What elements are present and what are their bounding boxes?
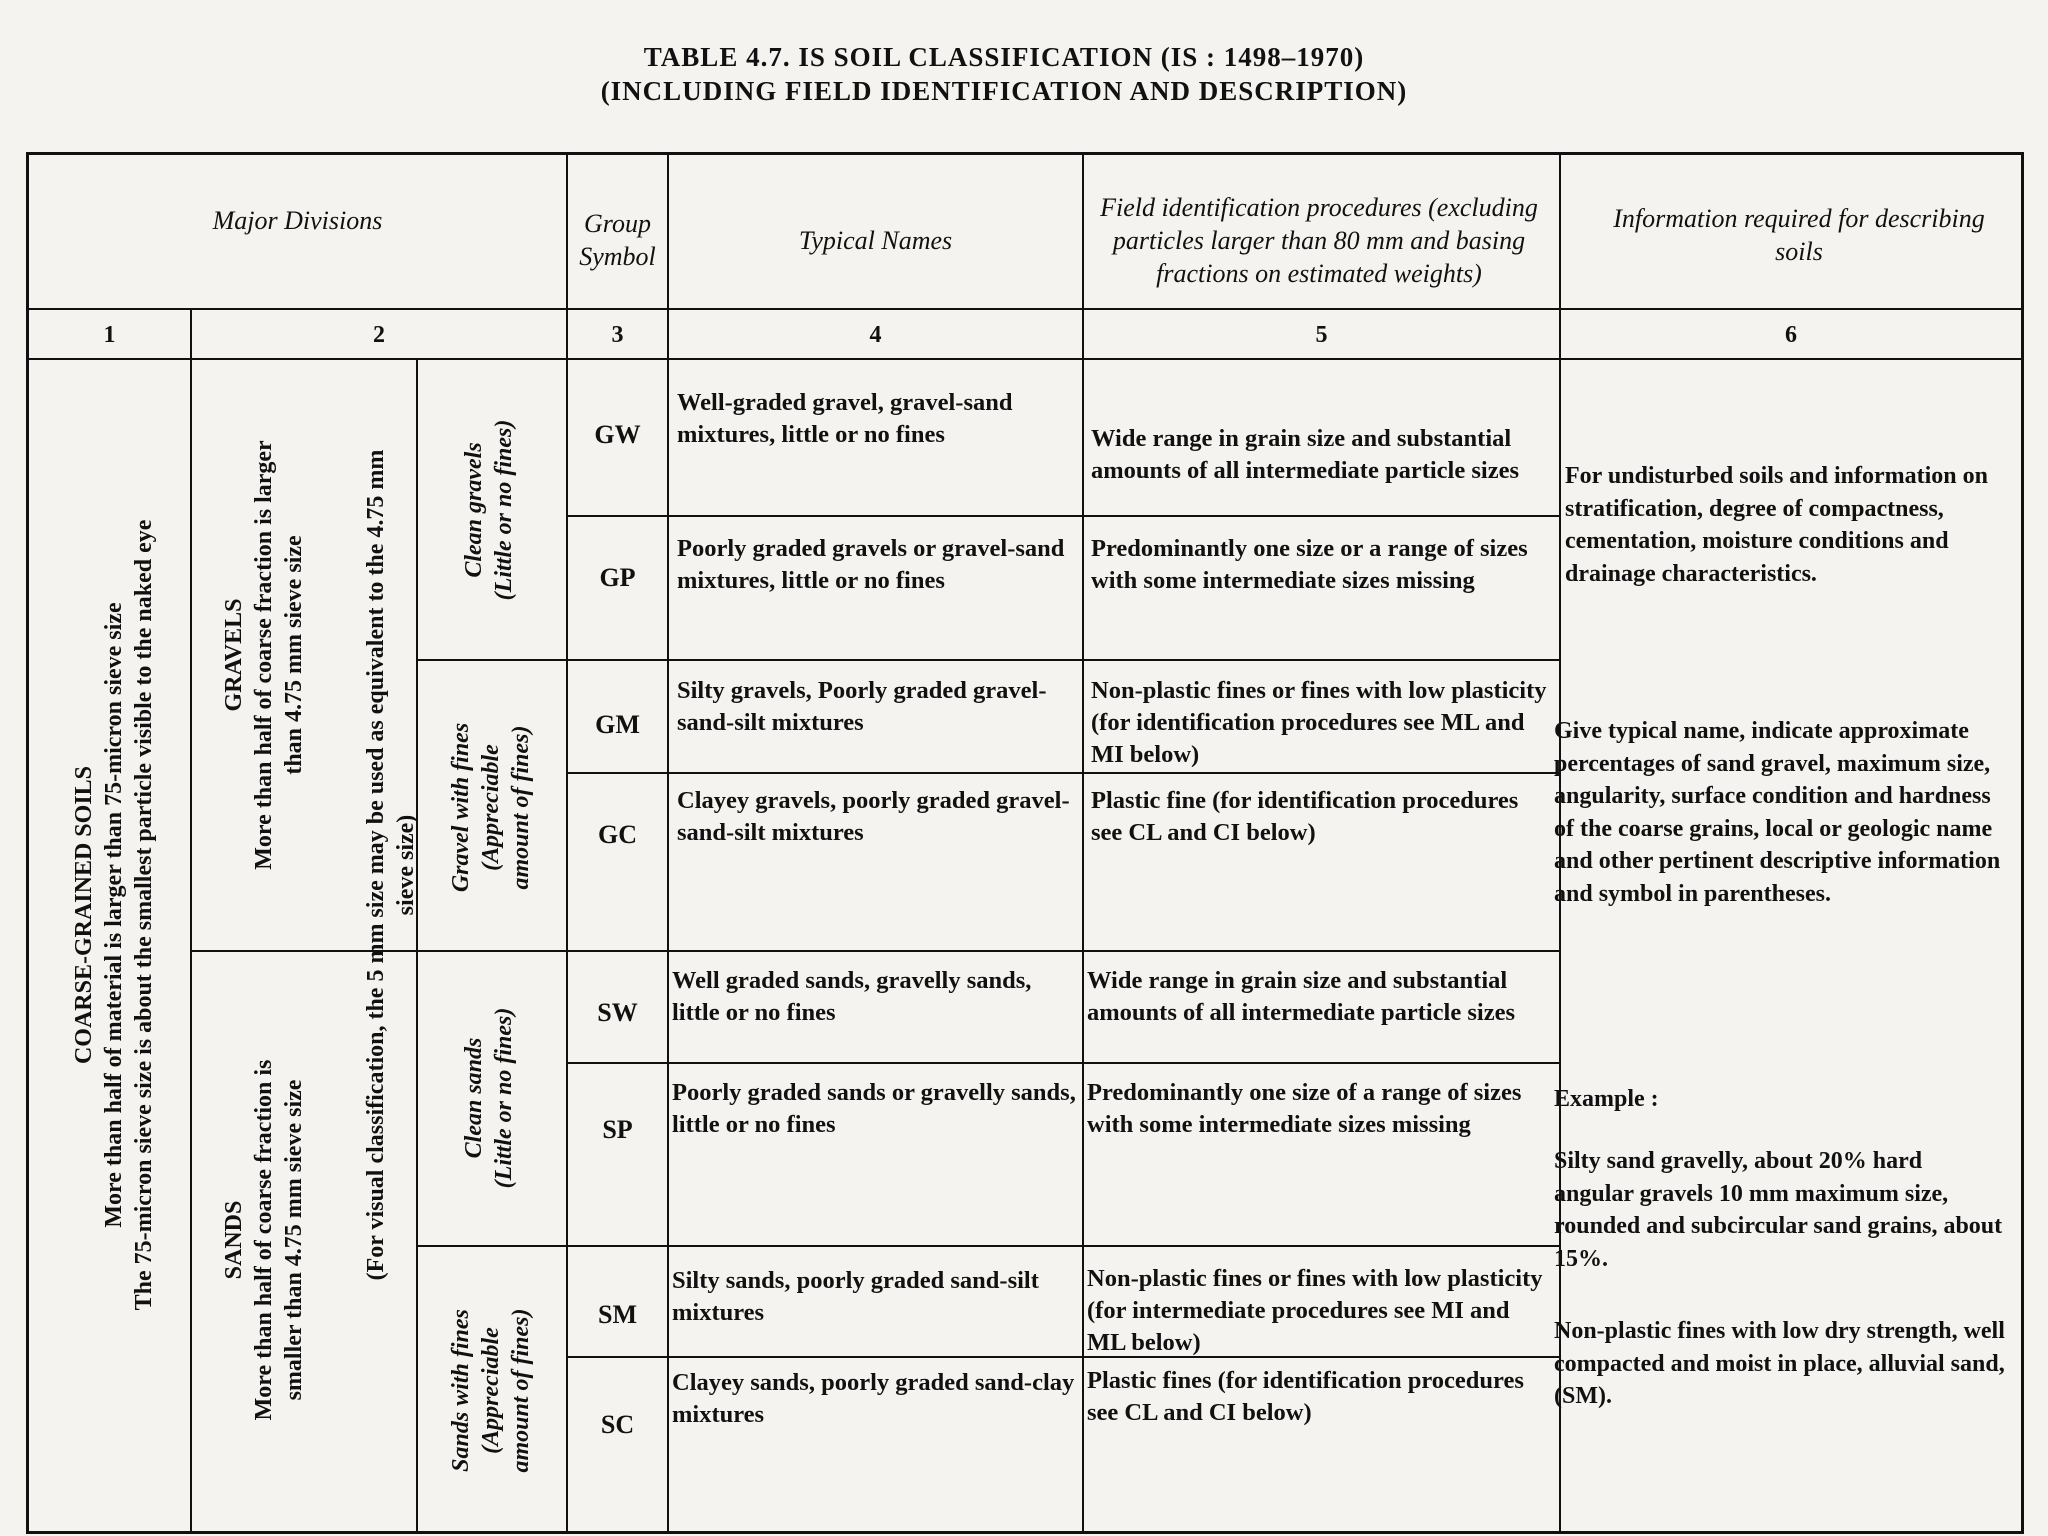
info-typical-name: Give typical name, indicate approximate percentages of sand gravel, maximum size, angularity, surface condition and hardness of the coarse grains, local or geologic name and other pertinent descriptive information and symbol in parentheses. xyxy=(1554,718,2001,907)
sands-fines-line2: (Appreciable xyxy=(478,1327,504,1454)
name-gp: Poorly graded gravels or gravel-sand mixtures, little or no fines xyxy=(677,535,1065,594)
info-undisturbed-soils: For undisturbed soils and information on stratification, degree of compactness, cementation, moisture conditions and drainage characteristics. xyxy=(1565,463,1988,587)
symbol-gm: GM xyxy=(595,710,640,739)
col-number-3: 3 xyxy=(611,322,624,348)
col-number-4: 4 xyxy=(869,322,882,348)
field-sw: Wide range in grain size and substantial amounts of all intermediate particle sizes xyxy=(1087,967,1515,1026)
gravels-title: GRAVELS xyxy=(221,598,247,712)
visual-note-line2: sieve size) xyxy=(393,814,419,916)
symbol-gp: GP xyxy=(599,563,636,592)
header-bottom-line xyxy=(29,308,2021,310)
clean-gravels-line2: (Little or no fines) xyxy=(491,419,517,601)
gravels-line3: than 4.75 mm sieve size xyxy=(281,535,307,775)
visual-note-line1: (For visual classification, the 5 mm size may be used as equivalent to the 4.75 mm xyxy=(363,449,389,1281)
name-gm: Silty gravels, Poorly graded gravel-sand-silt mixtures xyxy=(677,677,1047,736)
field-sm: Non-plastic fines or fines with low plasticity (for intermediate procedures see MI and ML below) xyxy=(1087,1265,1543,1356)
sands-fines-line1: Sands with fines xyxy=(448,1309,474,1472)
col-number-1: 1 xyxy=(103,322,116,348)
sands-with-fines-label xyxy=(446,1248,536,1533)
col-number-2: 2 xyxy=(373,322,385,348)
info-example-fines: Non-plastic fines with low dry strength, well compacted and moist in place, alluvial sand, (SM). xyxy=(1554,1318,2005,1409)
symbol-gc: GC xyxy=(598,820,637,849)
field-gm: Non-plastic fines or fines with low plasticity (for identification procedures see ML and MI below) xyxy=(1091,677,1547,768)
gravel-fines-line1: Gravel with fines xyxy=(448,722,474,893)
coarse-grained-line2: More than half of material is larger than 75-micron sieve size xyxy=(101,602,127,1228)
gravels-line2: More than half of coarse fraction is larger xyxy=(251,440,277,870)
sands-label xyxy=(219,950,309,1530)
gravel-fines-line2: (Appreciable xyxy=(478,744,504,871)
soil-classification-table xyxy=(26,152,2024,1534)
info-example-label: Example : xyxy=(1554,1086,1659,1112)
sands-fines-line3: amount of fines) xyxy=(508,1308,534,1473)
clean-gravels-line1: Clean gravels xyxy=(461,442,487,578)
clean-sands-label xyxy=(459,953,519,1243)
row-line-sp xyxy=(416,1245,1561,1247)
clean-sands-line2: (Little or no fines) xyxy=(491,1007,517,1189)
table-subtitle: (INCLUDING FIELD IDENTIFICATION AND DESCRIPTION) xyxy=(600,76,1408,106)
col-line-3 xyxy=(667,155,669,1534)
name-sp: Poorly graded sands or gravelly sands, little or no fines xyxy=(672,1079,1076,1138)
symbol-sc: SC xyxy=(600,1410,635,1439)
row-line-gp xyxy=(416,659,1561,661)
header-field-identification: Field identification procedures (excluding particles larger than 80 mm and basing fractions on estimated weights) xyxy=(1100,193,1538,288)
gravel-fines-line3: amount of fines) xyxy=(508,725,534,890)
field-sp: Predominantly one size of a range of sizes with some intermediate sizes missing xyxy=(1087,1079,1522,1138)
visual-classification-note xyxy=(361,335,421,1395)
header-information-required: Information required for describing soils xyxy=(1613,204,1985,266)
coarse-grained-title: COARSE-GRAINED SOILS xyxy=(71,765,97,1065)
name-sw: Well graded sands, gravelly sands, little or no fines xyxy=(672,967,1032,1026)
sands-line3: smaller than 4.75 mm sieve size xyxy=(281,1079,307,1401)
gravel-with-fines-label xyxy=(446,665,536,950)
field-sc: Plastic fines (for identification procedures see CL and CI below) xyxy=(1087,1367,1524,1426)
name-gw: Well-graded gravel, gravel-sand mixtures, little or no fines xyxy=(677,389,1013,448)
sands-line2: More than half of coarse fraction is xyxy=(251,1059,277,1421)
col-line-4 xyxy=(1082,155,1084,1534)
header-typical-names: Typical Names xyxy=(798,225,953,255)
sands-title: SANDS xyxy=(221,1200,247,1280)
number-row-bottom-line xyxy=(29,358,2021,360)
field-gc: Plastic fine (for identification procedures see CL and CI below) xyxy=(1091,787,1519,846)
row-line-sw xyxy=(566,1062,1561,1064)
coarse-grained-line3: The 75-micron sieve size is about the smallest particle visible to the naked eye xyxy=(131,519,157,1311)
info-example-text: Silty sand gravelly, about 20% hard angular gravels 10 mm maximum size, rounded and subcircular sand grains, about 15%. xyxy=(1554,1148,2003,1272)
clean-gravels-label xyxy=(459,365,519,655)
name-sm: Silty sands, poorly graded sand-silt mixtures xyxy=(672,1267,1039,1326)
row-line-gm xyxy=(566,772,1561,774)
row-line-gw xyxy=(566,515,1561,517)
symbol-sp: SP xyxy=(602,1115,633,1144)
gravels-label xyxy=(219,360,309,950)
col-number-6: 6 xyxy=(1785,322,1797,348)
col-line-1 xyxy=(190,308,192,1534)
table-title: TABLE 4.7. IS SOIL CLASSIFICATION (IS : 1498–1970) xyxy=(643,42,1365,72)
symbol-gw: GW xyxy=(594,420,641,449)
major-division-label xyxy=(69,335,159,1495)
field-gp: Predominantly one size or a range of sizes with some intermediate sizes missing xyxy=(1091,535,1528,594)
symbol-sm: SM xyxy=(598,1300,637,1329)
name-sc: Clayey sands, poorly graded sand-clay mixtures xyxy=(672,1369,1075,1428)
name-gc: Clayey gravels, poorly graded gravel-sand-silt mixtures xyxy=(677,787,1070,846)
field-gw: Wide range in grain size and substantial amounts of all intermediate particle sizes xyxy=(1091,425,1519,484)
symbol-sw: SW xyxy=(597,998,638,1027)
col-number-5: 5 xyxy=(1315,322,1328,348)
header-group-symbol: Group Symbol xyxy=(579,209,656,271)
header-major-divisions: Major Divisions xyxy=(212,205,383,235)
clean-sands-line1: Clean sands xyxy=(461,1037,487,1159)
